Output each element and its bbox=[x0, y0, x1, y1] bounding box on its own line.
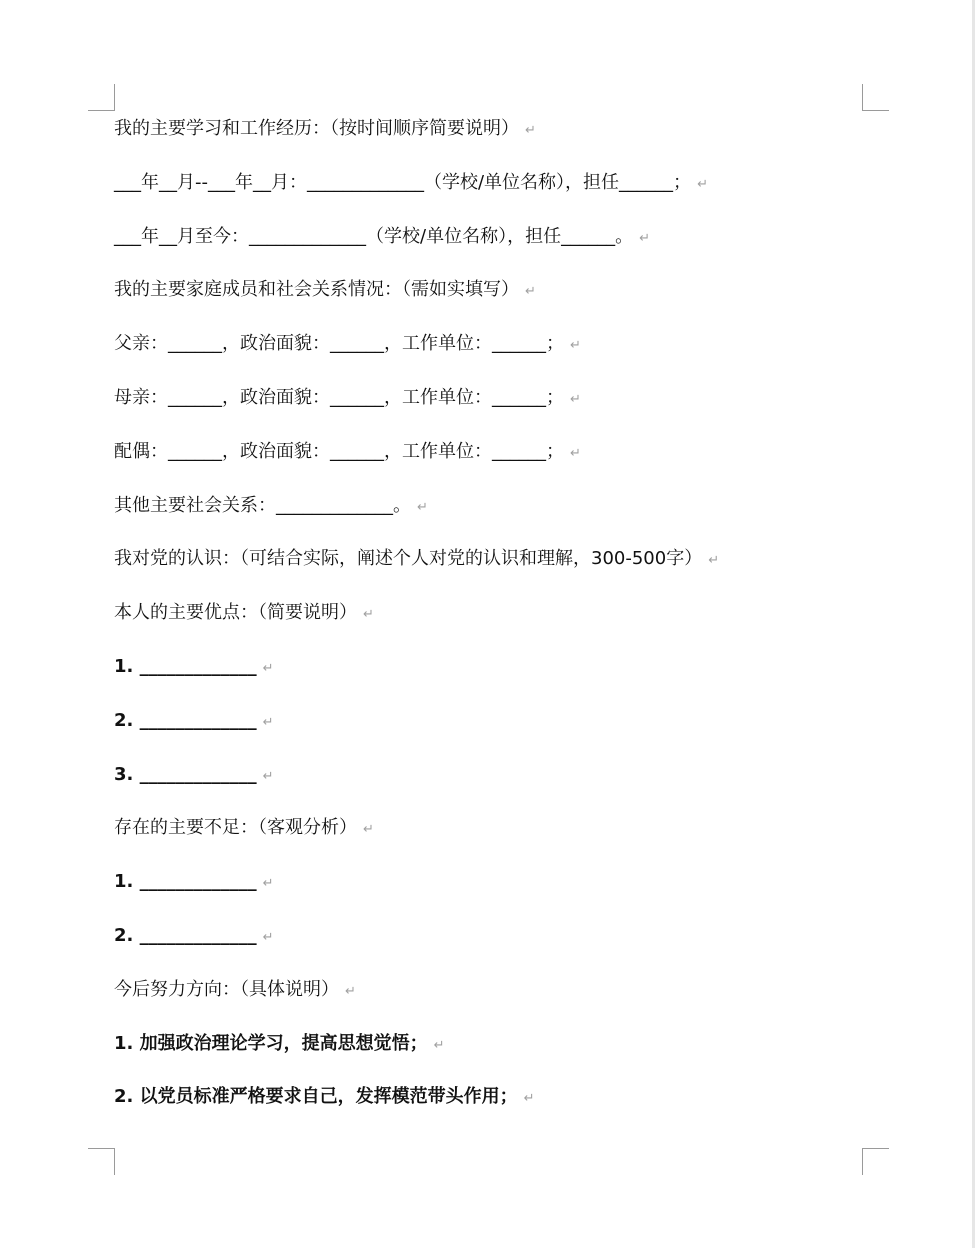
paragraph[interactable] bbox=[114, 371, 862, 425]
paragraph[interactable] bbox=[114, 801, 862, 855]
paragraph-text: ___年__月--___年__月：_____________（学校/单位名称），担任______； bbox=[114, 171, 692, 193]
margin-corner-top-left bbox=[88, 84, 115, 111]
paragraph[interactable] bbox=[114, 210, 862, 264]
paragraph-text: 配偶：______，政治面貌：______，工作单位：______； bbox=[114, 440, 564, 462]
paragraph[interactable] bbox=[114, 425, 862, 479]
paragraph[interactable] bbox=[114, 532, 862, 586]
paragraph-mark-icon: ↵ bbox=[708, 553, 720, 569]
paragraph[interactable] bbox=[114, 1070, 862, 1124]
document-body[interactable] bbox=[114, 102, 862, 1124]
paragraph[interactable] bbox=[114, 156, 862, 210]
paragraph-mark-icon: ↵ bbox=[570, 391, 581, 407]
paragraph[interactable] bbox=[114, 963, 862, 1017]
paragraph-text: 3. _____________ bbox=[114, 763, 257, 785]
paragraph-mark-icon: ↵ bbox=[363, 607, 374, 623]
paragraph-text: 我对党的认识：（可结合实际，阐述个人对党的认识和理解，300-500字） bbox=[114, 548, 703, 570]
paragraph-mark-icon: ↵ bbox=[262, 929, 274, 945]
paragraph-mark-icon: ↵ bbox=[363, 822, 374, 838]
paragraph-mark-icon: ↵ bbox=[262, 768, 274, 784]
paragraph-mark-icon: ↵ bbox=[570, 445, 581, 461]
paragraph-text: 存在的主要不足：（客观分析） bbox=[114, 817, 357, 839]
paragraph-mark-icon: ↵ bbox=[262, 714, 274, 730]
paragraph-text: 1. 加强政治理论学习，提高思想觉悟； bbox=[114, 1032, 428, 1054]
paragraph-mark-icon: ↵ bbox=[523, 1091, 535, 1107]
paragraph-mark-icon: ↵ bbox=[417, 499, 428, 515]
paragraph-text: 其他主要社会关系：_____________。 bbox=[114, 494, 411, 516]
paragraph[interactable] bbox=[114, 694, 862, 748]
paragraph[interactable] bbox=[114, 855, 862, 909]
paragraph-mark-icon: ↵ bbox=[262, 660, 274, 676]
margin-corner-bottom-left bbox=[88, 1148, 115, 1175]
paragraph-text: 本人的主要优点：（简要说明） bbox=[114, 602, 357, 624]
paragraph-text: 1. _____________ bbox=[114, 871, 257, 893]
paragraph[interactable] bbox=[114, 317, 862, 371]
margin-corner-top-right bbox=[862, 84, 889, 111]
paragraph-text: 父亲：______，政治面貌：______，工作单位：______； bbox=[114, 333, 564, 355]
paragraph-text: 2. _____________ bbox=[114, 709, 257, 731]
paragraph[interactable] bbox=[114, 640, 862, 694]
paragraph[interactable] bbox=[114, 263, 862, 317]
paragraph-text: 2. 以党员标准严格要求自己，发挥模范带头作用； bbox=[114, 1086, 518, 1108]
paragraph[interactable] bbox=[114, 102, 862, 156]
paragraph[interactable] bbox=[114, 748, 862, 802]
paragraph-text: 我的主要学习和工作经历：（按时间顺序简要说明） bbox=[114, 118, 519, 139]
paragraph-mark-icon: ↵ bbox=[433, 1037, 445, 1053]
paragraph-mark-icon: ↵ bbox=[525, 284, 536, 300]
paragraph-mark-icon: ↵ bbox=[639, 230, 650, 246]
paragraph-text: 今后努力方向：（具体说明） bbox=[114, 978, 339, 1000]
paragraph-text: ___年__月至今：_____________（学校/单位名称），担任______。 bbox=[114, 225, 634, 247]
paragraph-mark-icon: ↵ bbox=[697, 176, 708, 192]
page-edge bbox=[972, 0, 975, 1248]
margin-corner-bottom-right bbox=[862, 1148, 889, 1175]
paragraph[interactable] bbox=[114, 1017, 862, 1071]
paragraph[interactable] bbox=[114, 909, 862, 963]
paragraph-text: 母亲：______，政治面貌：______，工作单位：______； bbox=[114, 386, 564, 408]
paragraph-text: 我的主要家庭成员和社会关系情况：（需如实填写） bbox=[114, 279, 519, 301]
paragraph-mark-icon: ↵ bbox=[570, 338, 581, 354]
paragraph-mark-icon: ↵ bbox=[262, 876, 274, 892]
paragraph[interactable] bbox=[114, 479, 862, 533]
paragraph-text: 2. _____________ bbox=[114, 924, 257, 946]
paragraph[interactable] bbox=[114, 586, 862, 640]
paragraph-mark-icon: ↵ bbox=[525, 123, 536, 138]
paragraph-text: 1. _____________ bbox=[114, 655, 257, 677]
paragraph-mark-icon: ↵ bbox=[345, 983, 356, 999]
